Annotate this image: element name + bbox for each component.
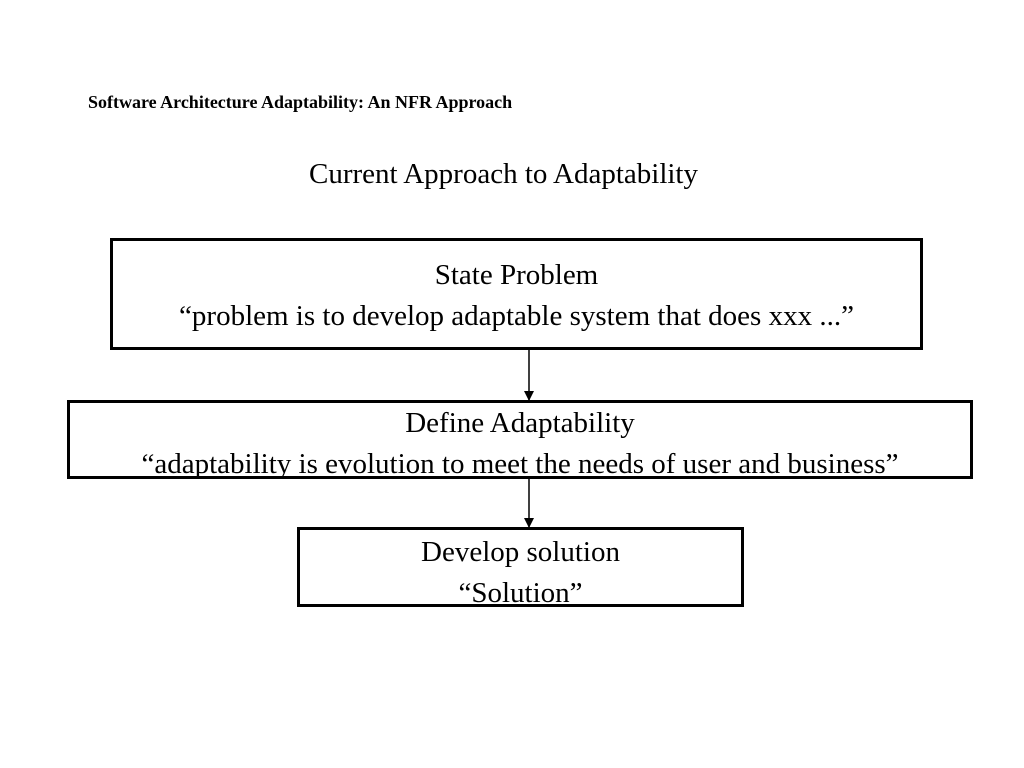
step-quote: “problem is to develop adaptable system that does xxx ...” <box>179 300 854 332</box>
slide-title: Current Approach to Adaptability <box>308 158 698 190</box>
step-quote: “adaptability is evolution to meet the needs of user and business” <box>141 448 899 480</box>
step-heading: State Problem <box>434 259 599 291</box>
step-heading: Develop solution <box>421 536 620 568</box>
flow-step-state-problem <box>110 238 923 350</box>
flow-step-develop-solution <box>297 527 744 607</box>
step-quote: “Solution” <box>458 577 583 609</box>
slide-header: Software Architecture Adaptability: An NFR Approach <box>88 92 513 112</box>
flow-step-define-adaptability <box>67 400 973 479</box>
step-heading: Define Adaptability <box>405 407 635 439</box>
